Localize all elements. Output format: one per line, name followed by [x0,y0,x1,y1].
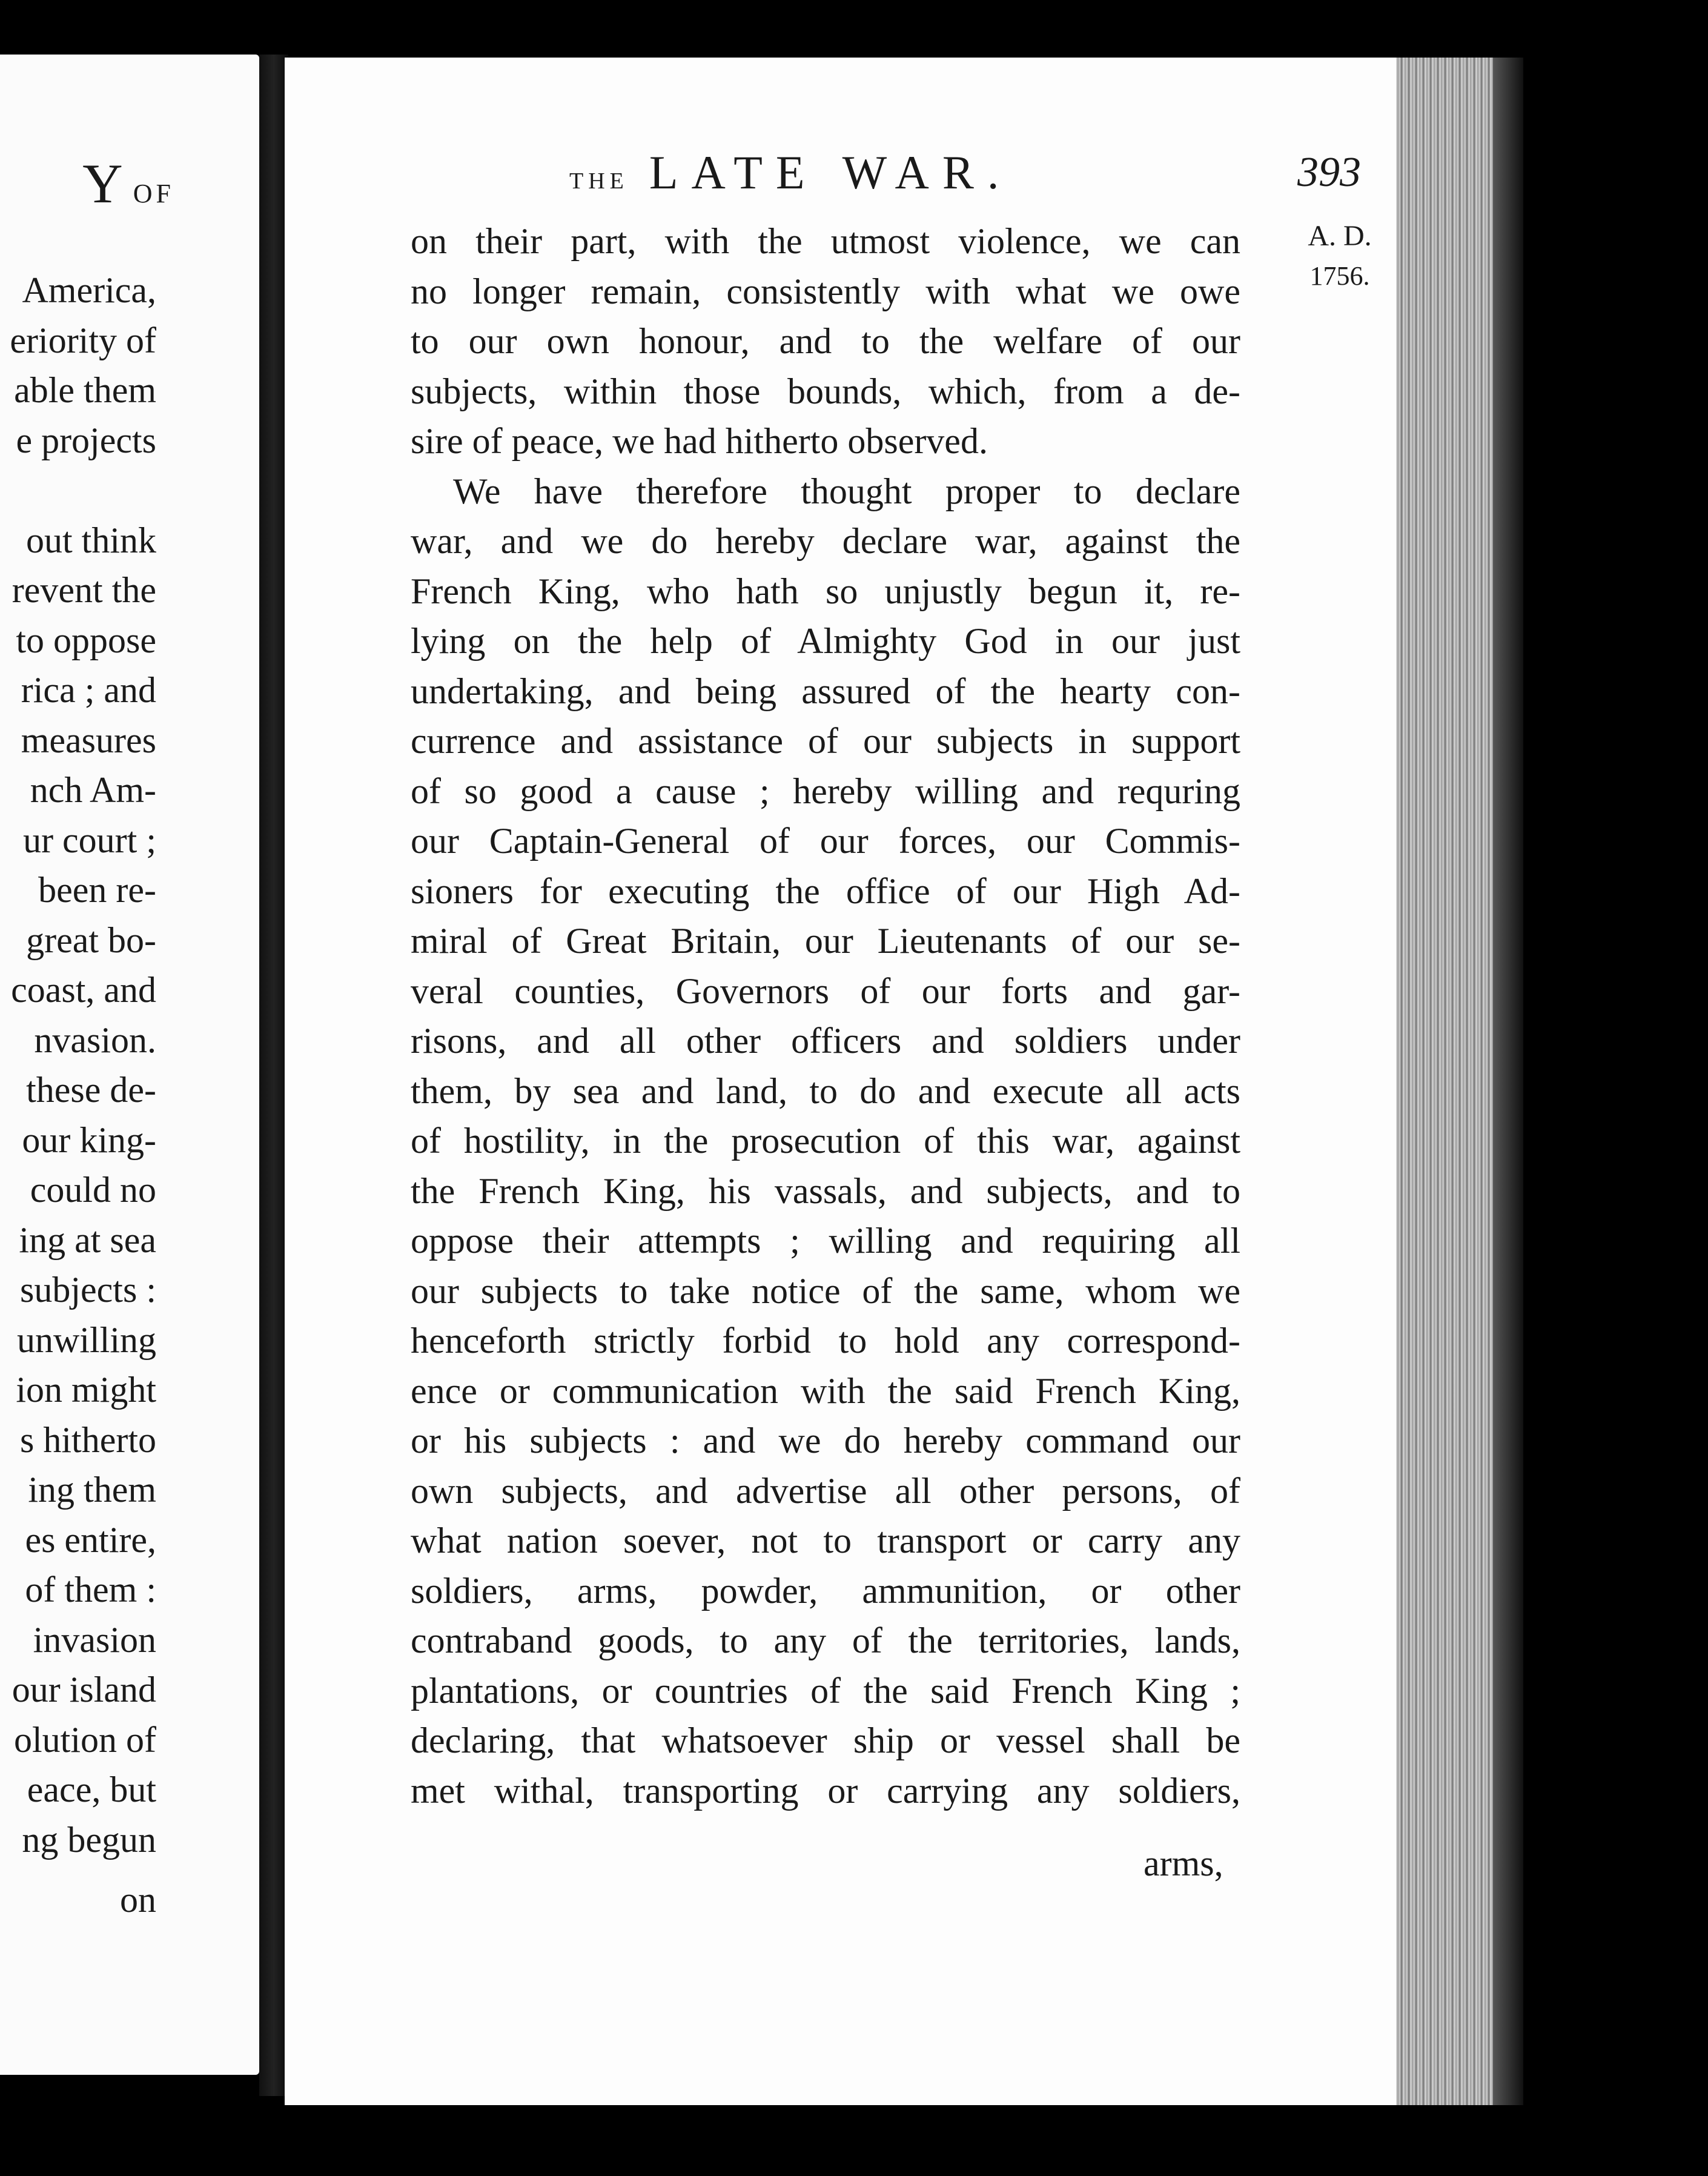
body-text-line: met withal, transporting or carrying any soldiers, [411,1770,1240,1811]
body-text-line: We have therefore thought proper to declare [453,471,1240,511]
left-text-line: could no [30,1170,156,1210]
left-text-line: coast, and [11,970,156,1010]
left-text-line: ing at sea [19,1219,156,1260]
margin-date-note [1279,216,1400,296]
left-text-line: e projects [16,420,156,460]
body-text-line: war, and we do hereby declare war, against the [411,521,1240,561]
left-header-word: OF [133,179,174,208]
left-text-line: to oppose [16,620,156,660]
left-text-line: s hitherto [20,1419,156,1460]
left-text-line: ur court ; [23,820,156,860]
left-text-line: our island [12,1670,156,1710]
left-text-line: able them [14,370,156,410]
left-text-line: invasion [33,1619,156,1660]
right-page [285,58,1523,2105]
left-header-letter: Y [82,153,123,214]
left-text-line: nch Am- [30,770,156,810]
body-text-line: own subjects, and advertise all other persons, of [411,1470,1240,1511]
running-head-article: THE [569,168,629,194]
left-text-line: ing them [28,1470,156,1510]
left-text-column [0,265,156,1865]
body-text-line: soldiers, arms, powder, ammunition, or other [411,1570,1240,1611]
body-text-line: veral counties, Governors of our forts and gar- [411,970,1240,1011]
margin-era: A. D. [1308,220,1372,252]
left-catchword: on [120,1880,156,1920]
body-text-line: henceforth strictly forbid to hold any correspond- [411,1321,1240,1361]
body-text-line: French King, who hath so unjustly begun it, re- [411,571,1240,611]
body-text-line: contraband goods, to any of the territories, lands, [411,1620,1240,1660]
body-text-line: them, by sea and land, to do and execute all acts [411,1070,1240,1111]
left-running-head [82,151,174,216]
body-text-line: lying on the help of Almighty God in our just [411,621,1240,661]
left-text-line: es entire, [25,1519,156,1560]
left-text-line: these de- [26,1070,156,1110]
left-text-line: subjects : [20,1270,156,1310]
catchword: arms, [1144,1843,1223,1883]
left-text-line: our king- [22,1120,156,1160]
left-text-line: eace, but [27,1770,156,1809]
left-text-line: rica ; and [21,670,156,710]
body-text-line: miral of Great Britain, our Lieutenants of our se- [411,921,1240,961]
left-text-line: of them : [25,1570,156,1610]
left-text-line: ion might [16,1370,156,1410]
body-text-line: or his subjects : and we do hereby command our [411,1421,1240,1461]
running-head-title: LATE WAR. [649,146,1013,199]
body-text-line: no longer remain, consistently with what we owe [411,271,1240,311]
body-text-column [411,216,1240,1816]
body-text-line: of hostility, in the prosecution of this war, against [411,1121,1240,1161]
body-text-line: currence and assistance of our subjects in support [411,721,1240,761]
body-text-line: what nation soever, not to transport or carry any [411,1521,1240,1561]
left-text-line: been re- [38,870,156,910]
page-number: 393 [1297,149,1361,196]
left-text-line: eriority of [10,320,156,360]
body-text-line: our subjects to take notice of the same, whom we [411,1270,1240,1311]
left-text-line: great bo- [26,920,156,960]
body-text-line: declaring, that whatsoever ship or vessel shall be [411,1720,1240,1760]
body-text-line: oppose their attempts ; willing and requiring all [411,1221,1240,1261]
body-text-line: plantations, or countries of the said French King ; [411,1670,1240,1711]
body-text-line: risons, and all other officers and soldiers under [411,1021,1240,1061]
left-page [0,55,259,2075]
left-text-line [0,465,156,516]
left-text-line: revent the [12,570,156,610]
body-text-line: of so good a cause ; hereby willing and requring [411,771,1240,811]
left-text-line: ng begun [22,1819,156,1860]
left-text-line: America, [22,270,156,310]
body-text-line: ence or communication with the said French King, [411,1370,1240,1411]
body-text-line: undertaking, and being assured of the hearty con- [411,671,1240,711]
left-text-line: unwilling [16,1319,156,1360]
page-edge-shadow [1493,58,1523,2105]
body-text-line: the French King, his vassals, and subjects, and to [411,1170,1240,1211]
margin-year: 1756. [1309,261,1370,291]
body-text-line: our Captain-General of our forces, our Commis- [411,821,1240,861]
book-gutter [259,55,288,2096]
left-text-line: measures [21,720,156,760]
left-text-line: out think [25,520,156,560]
body-text-line: sire of peace, we had hitherto observed. [411,421,988,461]
body-text-line: sioners for executing the office of our High Ad- [411,871,1240,911]
body-text-line: on their part, with the utmost violence, we can [411,221,1240,261]
left-text-line: nvasion. [34,1020,156,1060]
left-text-line: olution of [14,1719,156,1760]
running-head [569,145,1114,200]
body-text-line: subjects, within those bounds, which, from a de- [411,371,1240,411]
body-text-line: to our own honour, and to the welfare of our [411,321,1240,361]
